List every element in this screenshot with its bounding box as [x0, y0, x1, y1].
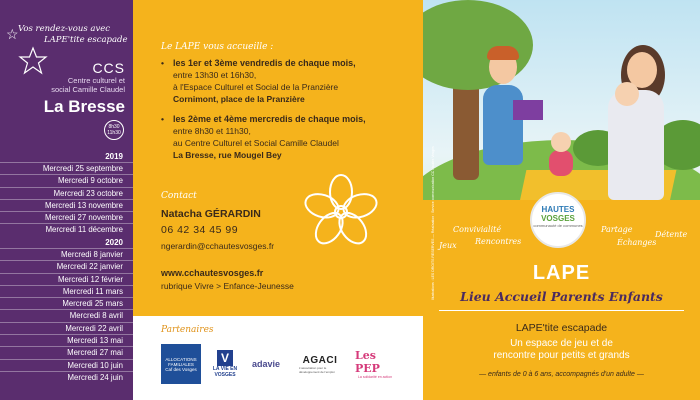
event-1-hours: entre 13h30 et 16h30,: [173, 70, 257, 80]
caf-logo-subtext: Caf des Vosges: [165, 366, 197, 372]
date-item: Mercredi 25 mars: [0, 297, 133, 309]
agaci-logo: [299, 344, 341, 384]
contact-email[interactable]: ngerardin@cchautesvosges.fr: [161, 241, 275, 251]
date-item: Mercredi 8 avril: [0, 309, 133, 321]
bullet: •: [161, 58, 164, 68]
event-1-venue: à l'Espace Culturel et Social de la Pranzière: [173, 82, 339, 92]
event-1: [161, 57, 411, 105]
middle-panel: [133, 0, 423, 400]
adavie-logo-text: adavie: [251, 359, 281, 369]
hours-badge: [104, 120, 124, 140]
keyword-convivialite: Convivialité: [453, 225, 502, 234]
event-2-place: La Bresse, rue Mougel Bey: [173, 150, 282, 160]
date-item: Mercredi 24 juin: [0, 371, 133, 383]
ccs-subtitle: [35, 76, 125, 94]
dates-2019-list: [0, 162, 133, 236]
date-item: Mercredi 23 octobre: [0, 187, 133, 199]
toddler-figure: [549, 150, 573, 176]
tagline-line-1: Vos rendez-vous avec: [18, 24, 111, 34]
date-item: Mercredi 10 juin: [0, 359, 133, 371]
agaci-logo-text: AGACI: [302, 354, 338, 366]
hautes-vosges-logo: [530, 192, 586, 248]
outline-star-icon: [18, 46, 48, 76]
ccs-subtitle-line-1: Centre culturel et: [67, 76, 125, 85]
left-panel: [0, 0, 133, 400]
event-2: [161, 113, 411, 161]
espace-line-2: rencontre pour petits et grands: [493, 350, 630, 361]
keyword-detente: Détente: [655, 230, 688, 239]
lape-subtitle: Lieu Accueil Parents Enfants: [460, 289, 663, 304]
contact-heading: Contact: [161, 191, 197, 201]
espace-line-1: Un espace de jeu et de: [510, 338, 613, 349]
date-item: Mercredi 8 janvier: [0, 248, 133, 260]
tagline-line-2: LAPE'tite escapade: [44, 35, 128, 45]
age-note: — enfants de 0 à 6 ans, accompagnés d'un adulte —: [479, 371, 644, 378]
date-item: Mercredi 25 septembre: [0, 162, 133, 174]
date-item: Mercredi 27 mai: [0, 346, 133, 358]
dates-2020-list: [0, 248, 133, 383]
event-2-hours: entre 8h30 et 11h30,: [173, 126, 251, 136]
partners-heading: Partenaires: [161, 325, 214, 335]
caf-logo: [161, 344, 201, 384]
mother-figure: [608, 90, 664, 200]
pep-logo-subtext: La solidarité en action: [357, 375, 393, 379]
contact-name: Natacha GÉRARDIN: [161, 208, 261, 220]
caf-logo-text: ALLOCATIONS FAMILIALES: [165, 356, 197, 367]
right-panel: [423, 0, 700, 400]
divider: [439, 310, 684, 311]
date-item: Mercredi 9 octobre: [0, 174, 133, 186]
ccs-title: CCS: [92, 60, 125, 76]
year-2020: 2020: [105, 238, 123, 247]
date-item: Mercredi 13 mai: [0, 334, 133, 346]
bullet: •: [161, 114, 164, 124]
keyword-echanges: Échanges: [617, 238, 657, 247]
agaci-logo-subtext: L'association pour le développement de l'emploi: [299, 365, 335, 374]
father-hair: [487, 46, 519, 60]
vertical-credit: Illustrations : LES DROITS RESERVES — Réalisation : Service communication CC Hautes Vosges: [431, 146, 435, 300]
toddler-head: [551, 132, 571, 152]
pep-logo-text: Les PEP: [355, 349, 380, 375]
lape-title: LAPE: [532, 262, 591, 284]
city-title: La Bresse: [43, 97, 125, 116]
vosges-logo-mark: V: [217, 350, 233, 366]
date-item: Mercredi 27 novembre: [0, 211, 133, 223]
website-section: rubrique Vivre > Enfance-Jeunesse: [161, 281, 294, 291]
logo-line-2: VOSGES: [541, 214, 575, 223]
ccs-subtitle-line-2: social Camille Claudel: [51, 85, 125, 94]
event-1-place: Cornimont, place de la Pranzière: [173, 94, 305, 104]
intro-heading: Le LAPE vous accueille :: [161, 42, 274, 52]
event-1-schedule: les 1er et 3ème vendredis de chaque mois,: [173, 58, 356, 68]
vosges-logo-text: LA VIE EN VOSGES: [212, 366, 238, 378]
hours-end: 11h30: [107, 130, 121, 136]
vosges-logo: [211, 344, 239, 384]
year-2019: 2019: [105, 152, 123, 161]
date-item: Mercredi 22 avril: [0, 322, 133, 334]
keyword-jeux: Jeux: [439, 241, 457, 250]
espace-description: [423, 338, 700, 362]
date-item: Mercredi 11 mars: [0, 285, 133, 297]
adavie-logo: [249, 344, 283, 384]
date-item: Mercredi 13 novembre: [0, 199, 133, 211]
website-link[interactable]: www.cchautesvosges.fr: [161, 268, 264, 278]
logo-line-1: HAUTES: [541, 205, 575, 214]
event-2-schedule: les 2ème et 4ème mercredis de chaque mois,: [173, 114, 366, 124]
book-icon: [513, 100, 543, 120]
logo-line-3: communauté de communes: [533, 223, 583, 228]
father-figure: [483, 85, 523, 165]
date-item: Mercredi 12 février: [0, 273, 133, 285]
contact-phone[interactable]: 06 42 34 45 99: [161, 224, 239, 236]
star-icon: ☆: [6, 26, 19, 42]
hours-start: 8h30: [108, 124, 120, 130]
pep-logo: [355, 344, 395, 384]
baby-figure: [615, 82, 639, 106]
flower-icon: [301, 172, 381, 252]
date-item: Mercredi 22 janvier: [0, 260, 133, 272]
date-item: Mercredi 11 décembre: [0, 223, 133, 235]
event-2-venue: au Centre Culturel et Social Camille Claudel: [173, 138, 339, 148]
keyword-rencontres: Rencontres: [475, 237, 522, 246]
escapade-title: LAPE'tite escapade: [515, 322, 608, 334]
keyword-partage: Partage: [601, 225, 633, 234]
